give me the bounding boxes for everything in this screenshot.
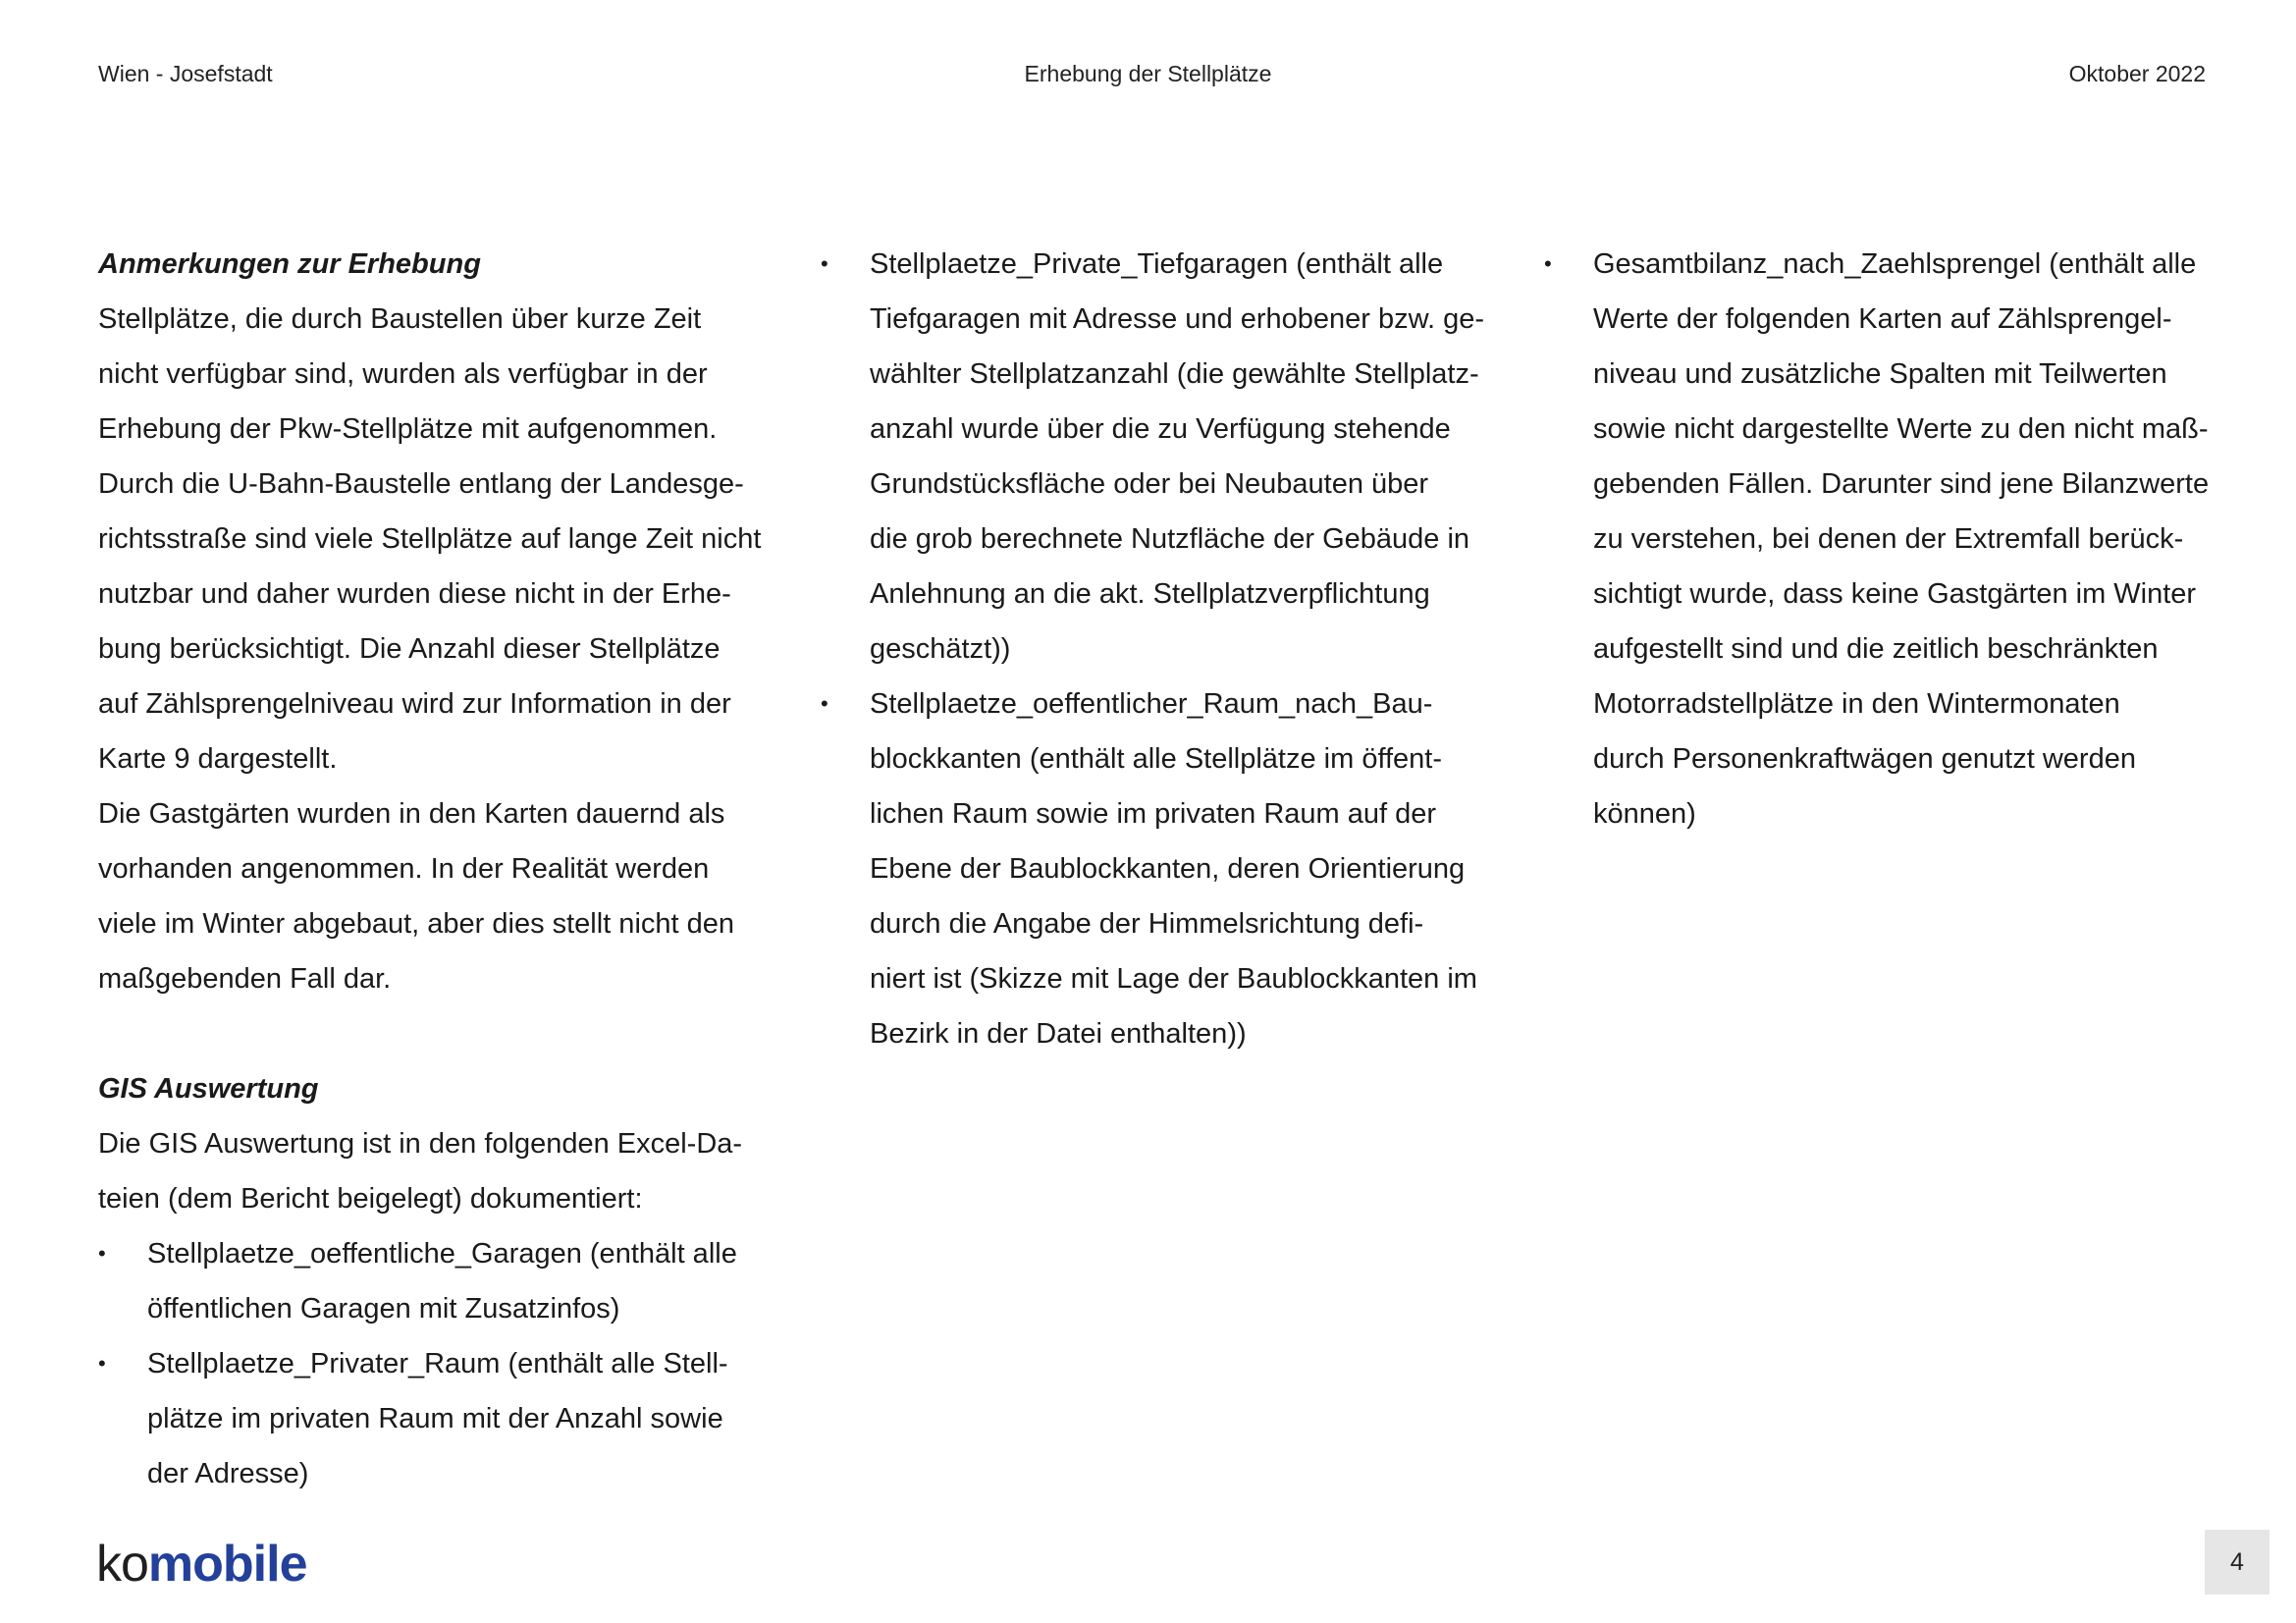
text-line: durch Personenkraftwägen genutzt werden [1593,743,2136,775]
text-line: geschätzt)) [870,633,1011,665]
text-line: vorhanden angenommen. In der Realität werden [98,853,710,885]
text-line: Motorradstellplätze in den Wintermonaten [1593,688,2120,720]
text-column-2 [821,237,1498,1061]
header-date: Oktober 2022 [2068,61,2206,86]
text-line: anzahl wurde über die zu Verfügung stehende [870,413,1451,445]
text-line: Stellplätze, die durch Baustellen über kurze Zeit [98,303,702,335]
paragraph-gis-intro [98,1116,775,1226]
text-line: wählter Stellplatzanzahl (die gewählte Stellplatz- [870,358,1479,390]
header-document-title: Erhebung der Stellplätze [1024,61,1272,86]
text-line: maßgebenden Fall dar. [98,963,392,995]
text-line: Grundstücksfläche oder bei Neubauten über [870,468,1429,500]
text-line: Durch die U-Bahn-Baustelle entlang der Landesge- [98,468,744,500]
text-column-1 [98,237,775,1501]
komobile-logo [96,1535,307,1594]
text-line: viele im Winter abgebaut, aber dies stellt nicht den [98,908,735,940]
paragraph-spacer [98,1006,775,1061]
text-line: Bezirk in der Datei enthalten)) [870,1018,1247,1050]
text-line: sichtigt wurde, dass keine Gastgärten im Winter [1593,578,2197,610]
text-line: Erhebung der Pkw-Stellplätze mit aufgenommen. [98,413,718,445]
text-line: öffentlichen Garagen mit Zusatzinfos) [147,1293,620,1325]
logo-text-mobile: mobile [147,1536,307,1593]
list-item [821,676,1498,1061]
list-item [98,1336,775,1501]
text-line: können) [1593,798,1696,830]
excel-file-list-continued [821,237,1498,1061]
text-line: Tiefgaragen mit Adresse und erhobener bzw. ge- [870,303,1485,335]
section-heading-anmerkungen: Anmerkungen zur Erhebung [98,248,481,280]
paragraph-gastgaerten [98,786,775,1006]
bullet-point: • [98,1241,106,1266]
text-line: Stellplaetze_oeffentliche_Garagen (enthält alle [147,1238,737,1270]
text-line: blockkanten (enthält alle Stellplätze im öffent- [870,743,1443,775]
bullet-point: • [821,691,828,716]
text-line: nicht verfügbar sind, wurden als verfügbar in der [98,358,708,390]
text-line: durch die Angabe der Himmelsrichtung defi- [870,908,1424,940]
paragraph-baustellen [98,292,775,786]
text-line: Ebene der Baublockkanten, deren Orientierung [870,853,1466,885]
text-line: lichen Raum sowie im privaten Raum auf der [870,798,1437,830]
text-line: auf Zählsprengelniveau wird zur Information in der [98,688,731,720]
header-location: Wien - Josefstadt [98,61,273,86]
text-line: Stellplaetze_oeffentlicher_Raum_nach_Bau- [870,688,1433,720]
text-line: niert ist (Skizze mit Lage der Baublockkanten im [870,963,1477,995]
text-line: Die Gastgärten wurden in den Karten dauernd als [98,798,725,830]
text-line: Karte 9 dargestellt. [98,743,338,775]
text-line: Werte der folgenden Karten auf Zählsprengel- [1593,303,2172,335]
text-line: die grob berechnete Nutzfläche der Gebäude in [870,523,1470,555]
text-line: plätze im privaten Raum mit der Anzahl sowie [147,1403,723,1434]
text-line: gebenden Fällen. Darunter sind jene Bilanzwerte [1593,468,2210,500]
text-line: richtsstraße sind viele Stellplätze auf lange Zeit nicht [98,523,762,555]
text-line: niveau und zusätzliche Spalten mit Teilwerten [1593,358,2167,390]
text-line: zu verstehen, bei denen der Extremfall berück- [1593,523,2184,555]
text-line: sowie nicht dargestellte Werte zu den nicht maß- [1593,413,2209,445]
text-line: Stellplaetze_Privater_Raum (enthält alle Stell- [147,1348,728,1380]
text-line: bung berücksichtigt. Die Anzahl dieser Stellplätze [98,633,721,665]
list-item [98,1226,775,1336]
excel-file-list-end [1544,237,2221,841]
text-line: teien (dem Bericht beigelegt) dokumentiert: [98,1183,643,1215]
bullet-point: • [98,1351,106,1376]
bullet-point: • [1544,251,1552,276]
text-column-3 [1544,237,2221,841]
text-line: Anlehnung an die akt. Stellplatzverpflichtung [870,578,1430,610]
list-item [821,237,1498,676]
text-line: Stellplaetze_Private_Tiefgaragen (enthält alle [870,248,1444,280]
section-heading-gis-auswertung: GIS Auswertung [98,1073,319,1105]
text-line: Die GIS Auswertung ist in den folgenden Excel-Da- [98,1128,743,1160]
text-line: aufgestellt sind und die zeitlich beschränkten [1593,633,2159,665]
text-line: Gesamtbilanz_nach_Zaehlsprengel (enthält alle [1593,248,2197,280]
list-item [1544,237,2221,841]
text-line: nutzbar und daher wurden diese nicht in der Erhe- [98,578,731,610]
bullet-point: • [821,251,828,276]
excel-file-list [98,1226,775,1501]
text-line: der Adresse) [147,1458,309,1489]
page-number: 4 [2205,1530,2269,1595]
logo-text-ko: ko [96,1536,148,1593]
